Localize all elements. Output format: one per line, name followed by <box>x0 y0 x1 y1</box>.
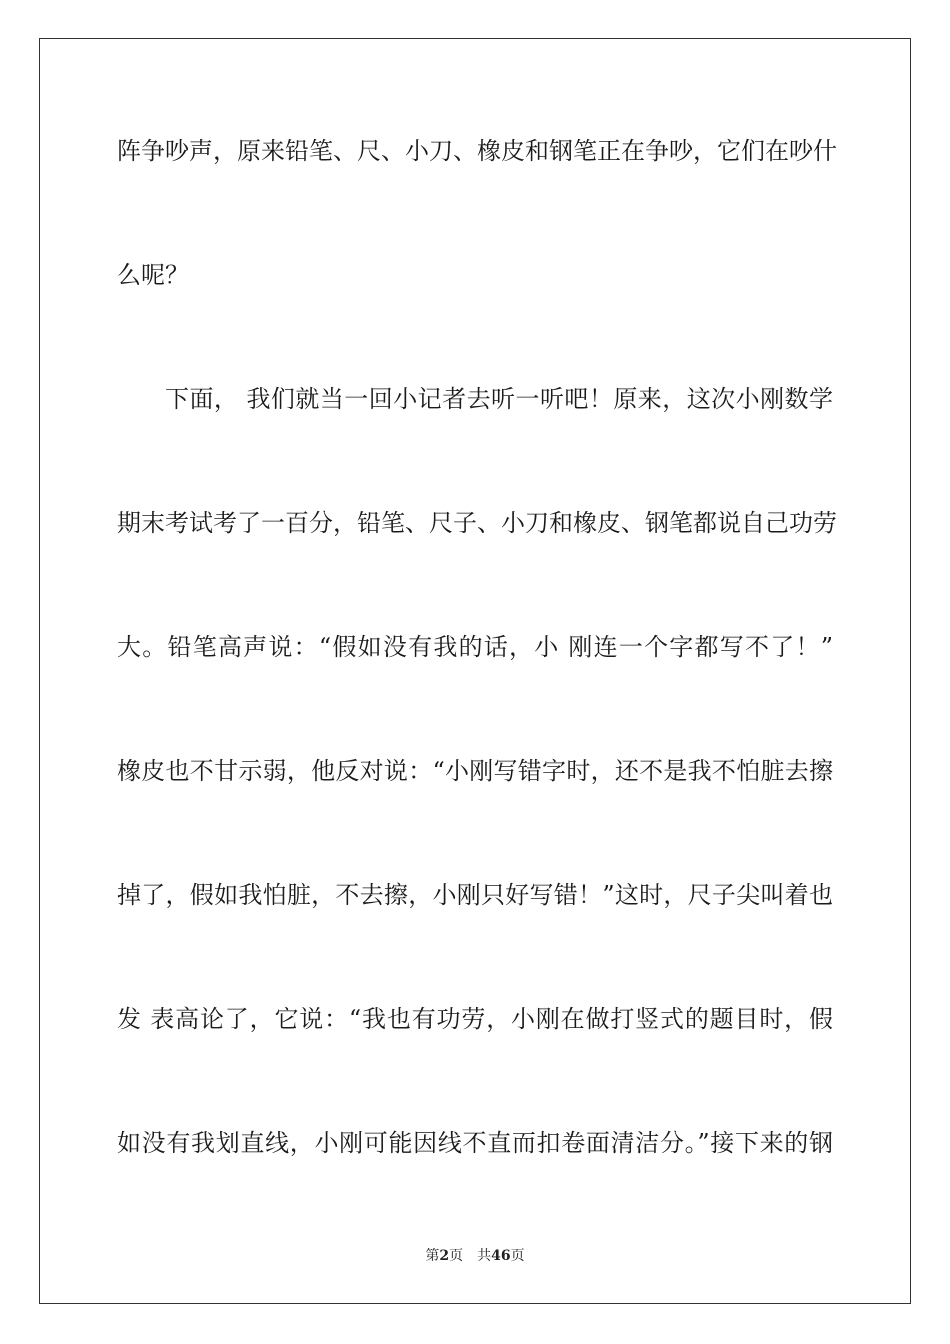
total-suffix: 页 <box>510 1248 525 1264</box>
page-number: 2 <box>439 1248 450 1264</box>
text-line-1: 阵争吵声，原来铅笔、尺、小刀、橡皮和钢笔正在争吵，它们在吵什 <box>117 137 837 165</box>
text-line-7: 掉了，假如我怕脏，不去擦，小刚只好写错！”这时，尺子尖叫着也 <box>117 881 833 909</box>
total-pages: 46 <box>491 1248 511 1264</box>
text-line-5: 大。铅笔高声说：“假如没有我的话，小 刚连一个字都写不了！” <box>117 633 833 661</box>
text-line-8: 发 表高论了，它说：“我也有功劳，小刚在做打竖式的题目时，假 <box>117 1005 833 1033</box>
page-suffix: 页 <box>449 1248 464 1264</box>
page-prefix: 第 <box>425 1248 440 1264</box>
total-prefix: 共 <box>477 1248 492 1264</box>
page-border <box>39 38 911 1304</box>
text-line-2: 么呢？ <box>117 261 189 289</box>
text-line-6: 橡皮也不甘示弱，他反对说：“小刚写错字时，还不是我不怕脏去擦 <box>117 757 833 785</box>
text-line-4: 期末考试考了一百分，铅笔、尺子、小刀和橡皮、钢笔都说自己功劳 <box>117 509 837 537</box>
text-line-9: 如没有我划直线，小刚可能因线不直而扣卷面清洁分。”接下来的钢 <box>117 1129 833 1157</box>
text-line-3: 下面， 我们就当一回小记者去听一听吧！原来，这次小刚数学 <box>165 385 833 413</box>
page-footer <box>0 1247 950 1265</box>
